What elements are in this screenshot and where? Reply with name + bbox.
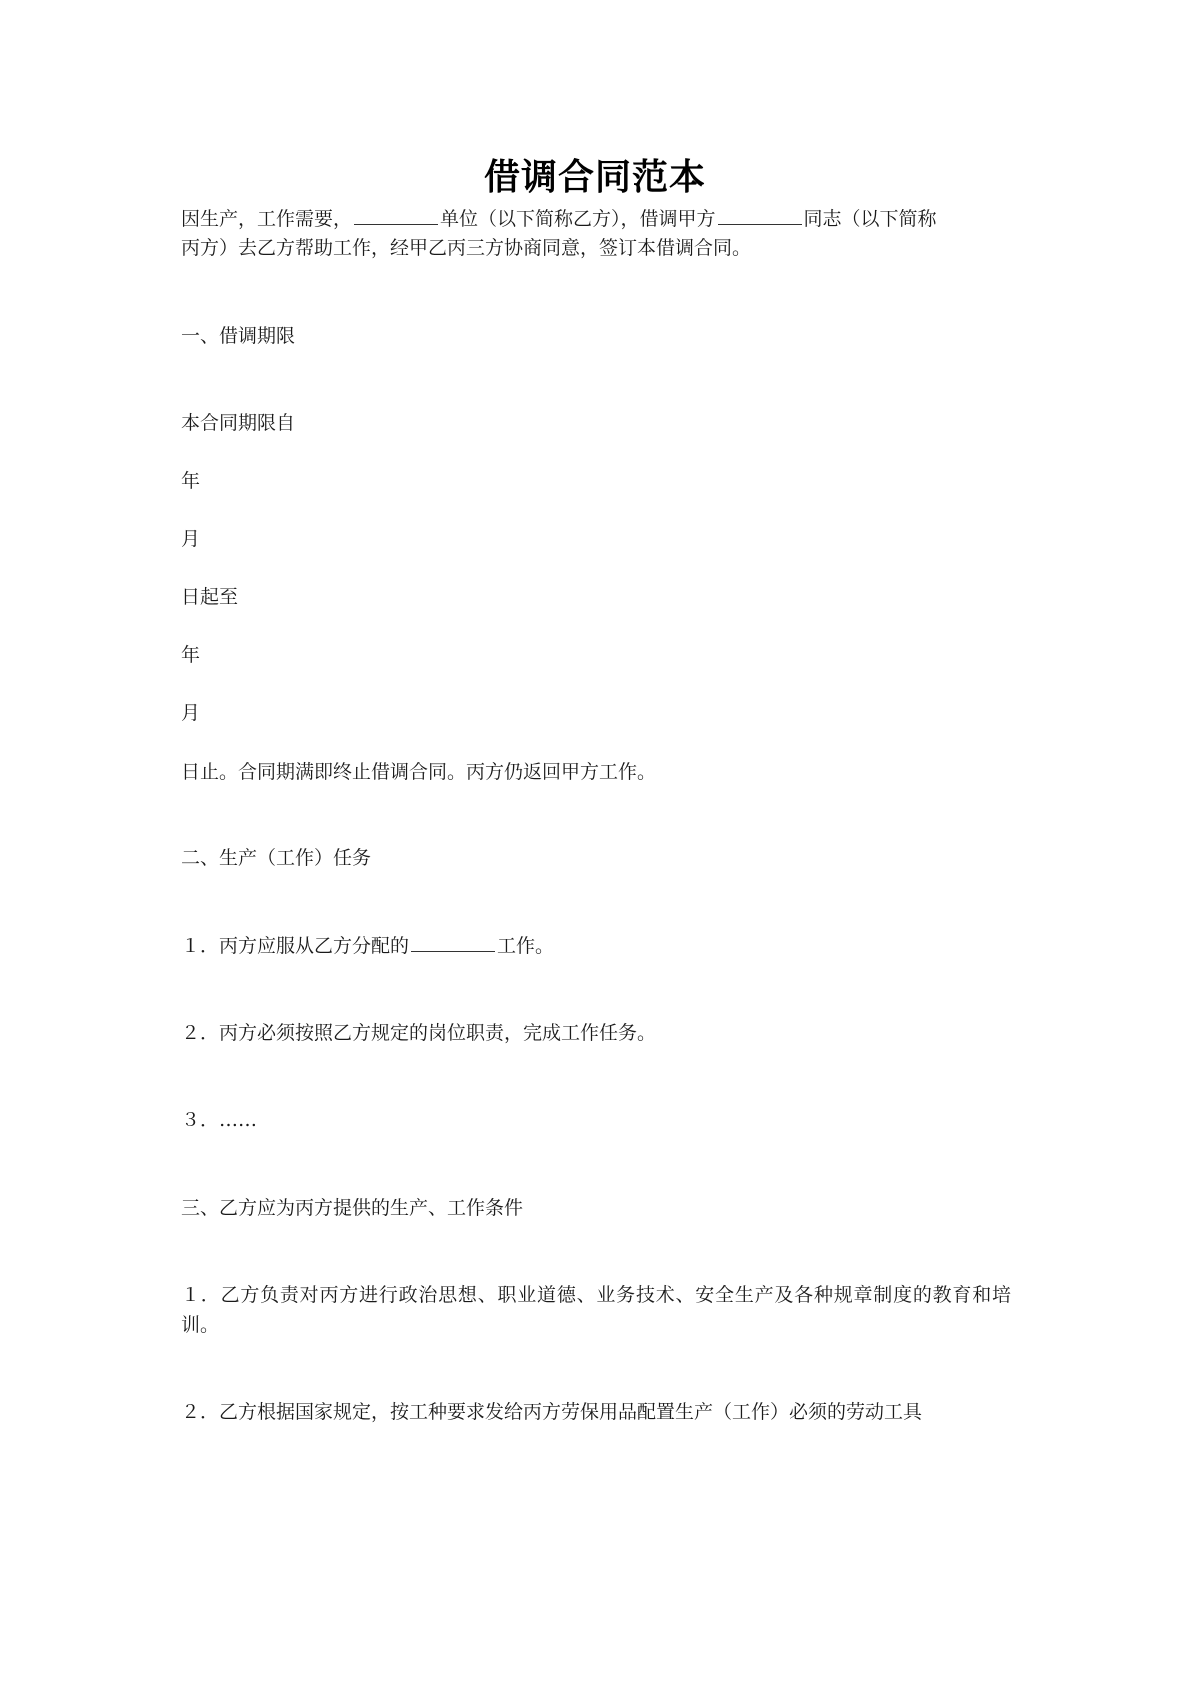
intro-line-2: 丙方）去乙方帮助工作，经甲乙丙三方协商同意，签订本借调合同。 <box>181 237 752 259</box>
intro-text-1: 因生产，工作需要， <box>181 208 353 230</box>
blank-unit-name[interactable] <box>354 204 438 225</box>
section3-item-1 <box>181 1280 1011 1340</box>
blank-work-assignment[interactable] <box>411 931 495 952</box>
term-start-year: 年 <box>181 470 201 492</box>
term-start-text: 本合同期限自 <box>181 412 296 434</box>
section2-item-1 <box>181 931 1011 961</box>
item-text: 乙方负责对丙方进行政治思想、职业道德、业务技术、安全生产及各种规章制度的教育和培训。 <box>181 1284 1011 1336</box>
section2-item-3 <box>181 1105 1011 1135</box>
term-end-day: 日止。合同期满即终止借调合同。丙方仍返回甲方工作。 <box>181 761 657 783</box>
item-number: １． <box>181 935 220 957</box>
item-text-after: 工作。 <box>497 935 555 957</box>
item-text: …… <box>219 1109 258 1131</box>
item-number: １． <box>181 1284 221 1306</box>
section1-heading: 一、借调期限 <box>181 325 296 347</box>
term-end-year: 年 <box>181 644 201 666</box>
item-number: ２． <box>181 1401 220 1423</box>
term-start-month: 月 <box>181 528 201 550</box>
item-text: 丙方应服从乙方分配的 <box>219 935 410 957</box>
intro-text-2: 单位（以下简称乙方），借调甲方 <box>440 208 716 230</box>
item-text: 丙方必须按照乙方规定的岗位职责，完成工作任务。 <box>219 1022 657 1044</box>
item-number: ３． <box>181 1109 220 1131</box>
item-text: 乙方根据国家规定，按工种要求发给丙方劳保用品配置生产（工作）必须的劳动工具 <box>219 1401 923 1423</box>
item-number: ２． <box>181 1022 220 1044</box>
section2-heading: 二、生产（工作）任务 <box>181 847 372 869</box>
term-end-month: 月 <box>181 702 201 724</box>
document-title: 借调合同范本 <box>483 157 706 198</box>
section3-heading: 三、乙方应为丙方提供的生产、工作条件 <box>181 1197 524 1219</box>
section2-item-2 <box>181 1018 1011 1048</box>
section3-item-2 <box>181 1397 1011 1427</box>
blank-person-name[interactable] <box>718 204 802 225</box>
intro-text-3: 同志（以下简称 <box>803 208 937 230</box>
intro-line-1 <box>181 204 1011 234</box>
term-start-day: 日起至 <box>181 586 239 608</box>
